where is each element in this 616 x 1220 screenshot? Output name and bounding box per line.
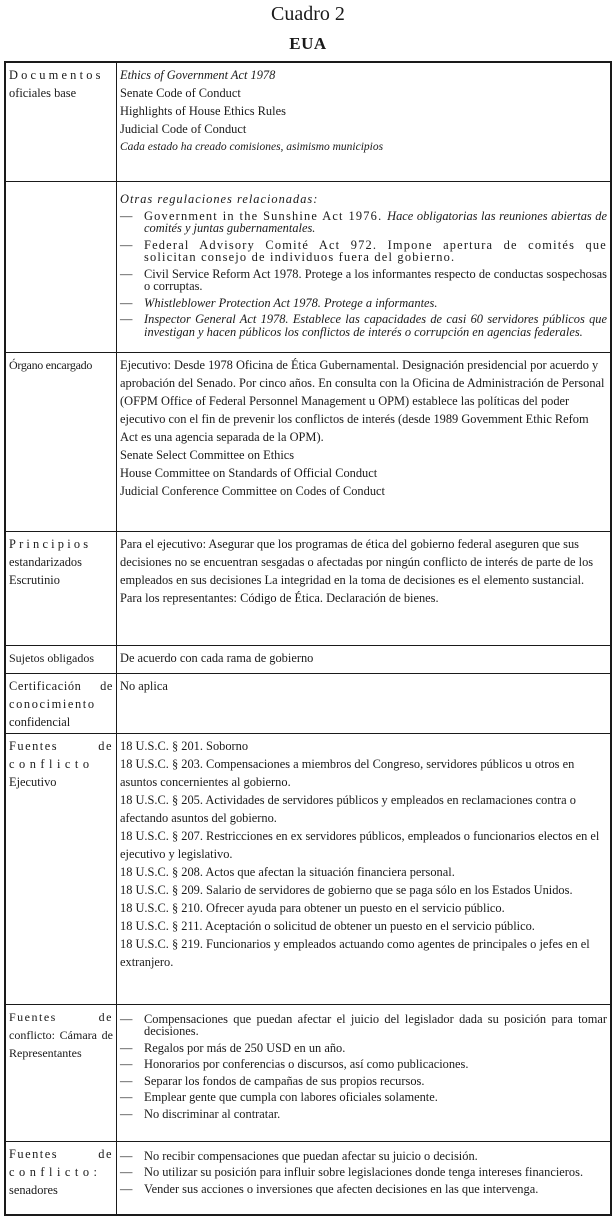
dash-bullet-icon: — bbox=[120, 1057, 133, 1071]
row-content bbox=[117, 181, 612, 352]
row-label bbox=[5, 673, 117, 733]
list-item bbox=[120, 1042, 607, 1055]
label-line: Sujetos obligados bbox=[9, 650, 95, 665]
row-label bbox=[5, 645, 117, 673]
table-caption-country: EUA bbox=[289, 34, 327, 53]
label-line: Ejecutivo bbox=[9, 774, 57, 789]
label-line: Documentos bbox=[9, 68, 104, 82]
regulation-list bbox=[120, 210, 607, 339]
item-text-italic: Whistleblower Protection Act 1978. Protege a informantes. bbox=[144, 295, 438, 310]
label-line: oficiales base bbox=[9, 86, 77, 100]
dash-bullet-icon: — bbox=[120, 1148, 133, 1163]
table-row-fuentes-senadores bbox=[5, 1141, 611, 1215]
document-item: Cada estado ha creado comisiones, asimismo municipios bbox=[120, 141, 384, 153]
document-item: Senate Code of Conduct bbox=[120, 86, 241, 100]
item-text-italic: Inspector General Act 1978. Establece las capacidades de casi 60 servidores públicos que investigan y hacen públicos los conflictos de interés o corrupción en agencias federales. bbox=[144, 312, 607, 339]
comparison-table bbox=[4, 61, 612, 1216]
label-line: Escrutinio bbox=[9, 572, 60, 587]
usc-item: 18 U.S.C. § 208. Actos que afectan la situación financiera personal. bbox=[120, 864, 455, 879]
dash-bullet-icon: — bbox=[120, 237, 133, 252]
label-line: confidencial bbox=[9, 714, 71, 729]
principios-paragraph: Para el ejecutivo: Asegurar que los programas de ética del gobierno federal aseguren que sus decisiones no se encuentran sesgadas o afectadas por ningún conflicto de interés de parte de los empleados en sus decisiones La integridad en la toma de decisiones es el elemento sustancial. bbox=[120, 536, 594, 587]
row-content bbox=[117, 673, 612, 733]
table-row-documentos bbox=[5, 62, 611, 181]
usc-item: 18 U.S.C. § 201. Soborno bbox=[120, 738, 249, 753]
list-item bbox=[120, 1166, 607, 1179]
item-text: Regalos por más de 250 USD en un año. bbox=[144, 1040, 346, 1055]
label-line: conflicto bbox=[9, 756, 94, 771]
table-row-otras-regulaciones bbox=[5, 181, 611, 352]
document-item: Highlights of House Ethics Rules bbox=[120, 104, 286, 118]
document-item: Ethics of Government Act 1978 bbox=[120, 68, 276, 82]
table-row-principios bbox=[5, 531, 611, 645]
row-label bbox=[5, 1141, 117, 1215]
item-text: No utilizar su posición para influir sobre legislaciones donde tenga intereses financieros. bbox=[144, 1165, 584, 1179]
dash-bullet-icon: — bbox=[120, 266, 133, 281]
item-text: Government in the Sunshine Act 1976. bbox=[144, 208, 388, 223]
list-item bbox=[120, 297, 607, 310]
senadores-list bbox=[120, 1150, 607, 1196]
label-line: Principios bbox=[9, 536, 92, 551]
item-text: Honorarios por conferencias o discursos, así como publicaciones. bbox=[144, 1057, 469, 1071]
row-label-empty bbox=[5, 181, 117, 352]
item-text: Civil Service Reform Act 1978. Protege a los informantes respecto de conductas sospechosas o corruptas. bbox=[144, 266, 607, 293]
list-item bbox=[120, 313, 607, 338]
row-content bbox=[117, 62, 612, 181]
section-heading: Otras regulaciones relacionadas: bbox=[120, 191, 319, 206]
principios-line: Para los representantes: Código de Ética. Declaración de bienes. bbox=[120, 590, 439, 605]
usc-item: 18 U.S.C. § 219. Funcionarios y empleados actuando como agentes de principales o jefes en el extranjero. bbox=[120, 936, 590, 969]
row-content bbox=[117, 1004, 612, 1141]
committee-item: House Committee on Standards of Official Conduct bbox=[120, 465, 378, 480]
usc-item: 18 U.S.C. § 211. Aceptación o solicitud de obtener un puesto en el servicio público. bbox=[120, 918, 535, 933]
list-item bbox=[120, 210, 607, 235]
row-content bbox=[117, 1141, 612, 1215]
row-content bbox=[117, 733, 612, 1004]
dash-bullet-icon: — bbox=[120, 1011, 133, 1026]
usc-item: 18 U.S.C. § 209. Salario de servidores de gobierno que se paga sólo en los Estados Unidos. bbox=[120, 882, 573, 897]
dash-bullet-icon: — bbox=[120, 1073, 133, 1088]
item-text: No recibir compensaciones que puedan afectar su juicio o decisión. bbox=[144, 1148, 478, 1163]
item-text: No discriminar al contratar. bbox=[144, 1106, 281, 1121]
row-content bbox=[117, 352, 612, 531]
list-item bbox=[120, 239, 607, 264]
table-row-fuentes-camara bbox=[5, 1004, 611, 1141]
list-item bbox=[120, 1058, 607, 1071]
item-text: Federal Advisory Comité Act 972. Impone apertura de comités que solicitan consejo de individuos fuera del gobierno. bbox=[144, 237, 607, 264]
camara-list bbox=[120, 1013, 607, 1121]
row-label bbox=[5, 352, 117, 531]
usc-item: 18 U.S.C. § 205. Actividades de servidores públicos y empleados en reclamaciones contra o afectando asuntos del gobierno. bbox=[120, 792, 576, 825]
committee-item: Senate Select Committee on Ethics bbox=[120, 447, 295, 462]
list-item bbox=[120, 1150, 607, 1163]
row-content bbox=[117, 645, 612, 673]
item-text: Separar los fondos de campañas de sus propios recursos. bbox=[144, 1073, 425, 1088]
item-text: Compensaciones que puedan afectar el juicio del legislador dada su posición para tomar decisiones. bbox=[144, 1011, 607, 1038]
row-label bbox=[5, 1004, 117, 1141]
label-line: conflicto: bbox=[9, 1164, 102, 1179]
label-line: Órgano encargado bbox=[9, 357, 93, 372]
dash-bullet-icon: — bbox=[120, 1181, 133, 1196]
label-line: Fuentes de bbox=[9, 1009, 113, 1024]
label-line: Fuentes de bbox=[9, 738, 113, 753]
dash-bullet-icon: — bbox=[120, 1165, 133, 1179]
dash-bullet-icon: — bbox=[120, 1090, 133, 1104]
dash-bullet-icon: — bbox=[120, 1106, 133, 1121]
dash-bullet-icon: — bbox=[120, 208, 133, 223]
label-line: Fuentes de bbox=[9, 1146, 113, 1161]
row-label bbox=[5, 531, 117, 645]
list-item bbox=[120, 1091, 607, 1104]
item-text-italic: Hace obligatorias las reuniones abiertas de comités y juntas gubernamentales. bbox=[144, 208, 607, 235]
label-line: conflicto: Cámara de Representantes bbox=[9, 1027, 113, 1060]
dash-bullet-icon: — bbox=[120, 312, 133, 326]
usc-item: 18 U.S.C. § 203. Compensaciones a miembros del Congreso, servidores públicos u otros en asuntos concernientes al gobierno. bbox=[120, 756, 575, 789]
table-row-fuentes-ejecutivo bbox=[5, 733, 611, 1004]
table-row-certificacion bbox=[5, 673, 611, 733]
certificacion-value: No aplica bbox=[120, 678, 168, 693]
usc-item: 18 U.S.C. § 210. Ofrecer ayuda para obtener un puesto en el servicio público. bbox=[120, 900, 505, 915]
row-label bbox=[5, 733, 117, 1004]
committee-item: Judicial Conference Committee on Codes of Conduct bbox=[120, 483, 385, 498]
table-row-sujetos bbox=[5, 645, 611, 673]
table-row-organo bbox=[5, 352, 611, 531]
label-line: senadores bbox=[9, 1182, 58, 1197]
sujetos-value: De acuerdo con cada rama de gobierno bbox=[120, 650, 314, 665]
dash-bullet-icon: — bbox=[120, 295, 133, 310]
list-item bbox=[120, 1108, 607, 1121]
item-text: Emplear gente que cumpla con labores oficiales solamente. bbox=[144, 1090, 438, 1104]
dash-bullet-icon: — bbox=[120, 1040, 133, 1055]
document-item: Judicial Code of Conduct bbox=[120, 122, 247, 136]
label-line: estandarizados bbox=[9, 554, 82, 569]
row-label bbox=[5, 62, 117, 181]
list-item bbox=[120, 268, 607, 293]
list-item bbox=[120, 1013, 607, 1038]
label-line: Certificación de bbox=[9, 678, 113, 693]
organo-paragraph: Ejecutivo: Desde 1978 Oficina de Ética Gubernamental. Designación presidencial por acuerdo y aprobación del Senado. Por cinco años. En consulta con la Oficina de Administración de Personal (OFPM Office of Federal Personnel Management u OPM) establece las políticas del poder ejecutivo con el fin de prevenir los conflictos de interés (desde 1989 Govemment Ethic Refom Act es una agencia separada de la OPM). bbox=[120, 357, 605, 444]
row-content bbox=[117, 531, 612, 645]
label-line: conocimiento bbox=[9, 696, 96, 711]
table-caption-number: Cuadro 2 bbox=[271, 3, 345, 25]
item-text: Vender sus acciones o inversiones que afecten decisiones en las que intervenga. bbox=[144, 1181, 539, 1196]
list-item bbox=[120, 1075, 607, 1088]
usc-item: 18 U.S.C. § 207. Restricciones en ex servidores públicos, empleados o funcionarios electos en el ejecutivo y legislativo. bbox=[120, 828, 600, 861]
list-item bbox=[120, 1183, 607, 1196]
